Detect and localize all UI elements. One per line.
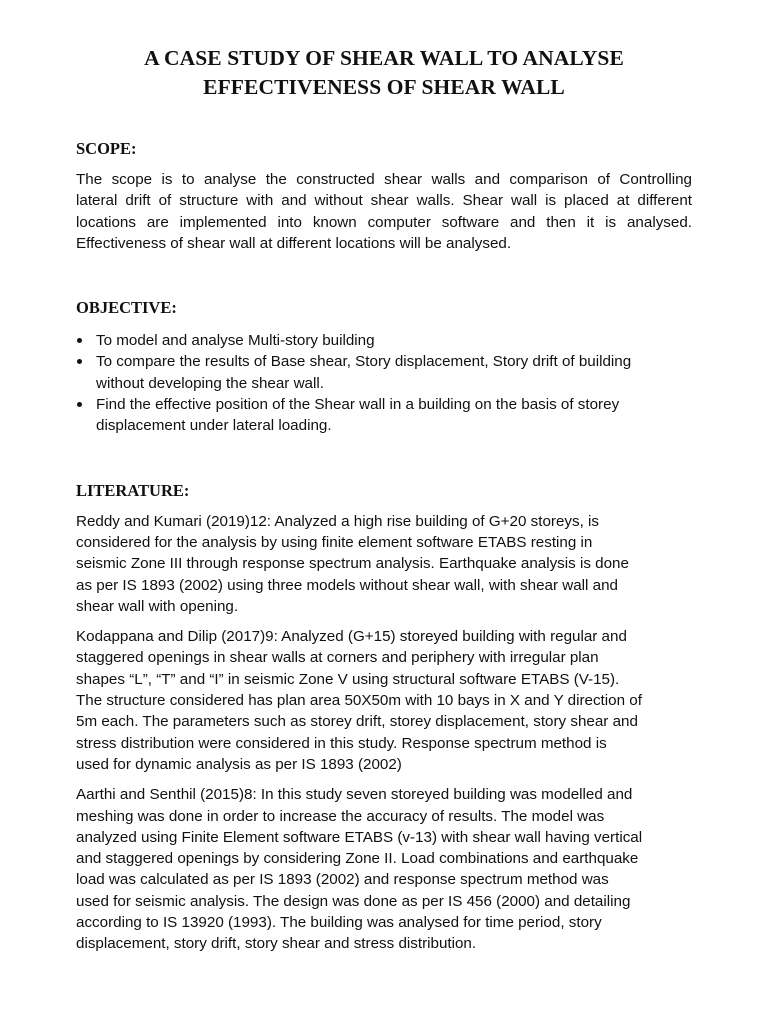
literature-line: meshing was done in order to increase the accuracy of results. The model was: [76, 807, 605, 825]
literature-paragraph-3: [76, 784, 692, 954]
literature-paragraph-1: [76, 511, 692, 617]
title-line-2: EFFECTIVENESS OF SHEAR WALL: [203, 75, 565, 99]
scope-line: lateral drift of structure with and without shear walls. Shear wall is placed at different: [76, 192, 692, 210]
title-line-1: A CASE STUDY OF SHEAR WALL TO ANALYSE: [144, 46, 624, 70]
literature-line: used for seismic analysis. The design was done as per IS 456 (2000) and detailing: [76, 892, 631, 910]
literature-line: and staggered openings by considering Zone II. Load combinations and earthquake: [76, 850, 639, 868]
literature-line: Aarthi and Senthil (2015)8: In this study seven storeyed building was modelled and: [76, 786, 633, 804]
objective-line: To model and analyse Multi-story building: [96, 332, 375, 350]
scope-line: Effectiveness of shear wall at different locations will be analysed.: [76, 234, 512, 252]
literature-line: 5m each. The parameters such as storey drift, storey displacement, story shear and: [76, 713, 638, 731]
literature-line: shear wall with opening.: [76, 597, 239, 615]
objective-line: displacement under lateral loading.: [96, 417, 332, 435]
objective-list: [76, 330, 692, 436]
scope-line: locations are implemented into known computer software and then it is analysed.: [76, 213, 692, 231]
scope-line: The scope is to analyse the constructed shear walls and comparison of Controlling: [76, 171, 692, 188]
literature-line: analyzed using Finite Element software ETABS (v-13) with shear wall having vertical: [76, 828, 643, 846]
literature-line: Kodappana and Dilip (2017)9: Analyzed (G+15) storeyed building with regular and: [76, 628, 627, 646]
scope-paragraph: [76, 169, 692, 254]
literature-line: seismic Zone III through response spectrum analysis. Earthquake analysis is done: [76, 555, 629, 573]
literature-line: considered for the analysis by using finite element software ETABS resting in: [76, 533, 593, 551]
objective-line: without developing the shear wall.: [96, 374, 324, 392]
literature-line: Reddy and Kumari (2019)12: Analyzed a high rise building of G+20 storeys, is: [76, 512, 600, 530]
objective-heading: OBJECTIVE:: [76, 298, 177, 318]
literature-line: stress distribution were considered in this study. Response spectrum method is: [76, 734, 607, 752]
literature-paragraph-2: [76, 626, 692, 775]
objective-line: To compare the results of Base shear, Story displacement, Story drift of building: [96, 353, 632, 371]
literature-line: shapes “L”, “T” and “I” in seismic Zone V using structural software ETABS (V-15).: [76, 670, 620, 688]
objective-item: [76, 351, 692, 394]
objective-item: [76, 394, 692, 437]
literature-line: The structure considered has plan area 50X50m with 10 bays in X and Y direction of: [76, 692, 642, 710]
literature-line: according to IS 13920 (1993). The building was analysed for time period, story: [76, 914, 602, 932]
literature-line: displacement, story drift, story shear and stress distribution.: [76, 935, 477, 953]
objective-line: Find the effective position of the Shear wall in a building on the basis of storey: [96, 396, 620, 414]
literature-heading: LITERATURE:: [76, 480, 190, 500]
document-title: [76, 0, 692, 102]
literature-line: load was calculated as per IS 1893 (2002) and response spectrum method was: [76, 871, 609, 889]
scope-heading: SCOPE:: [76, 139, 137, 158]
literature-line: staggered openings in shear walls at corners and periphery with irregular plan: [76, 649, 599, 667]
objective-item: [76, 330, 692, 351]
literature-line: used for dynamic analysis as per IS 1893 (2002): [76, 755, 402, 773]
literature-line: as per IS 1893 (2002) using three models without shear wall, with shear wall and: [76, 576, 618, 594]
